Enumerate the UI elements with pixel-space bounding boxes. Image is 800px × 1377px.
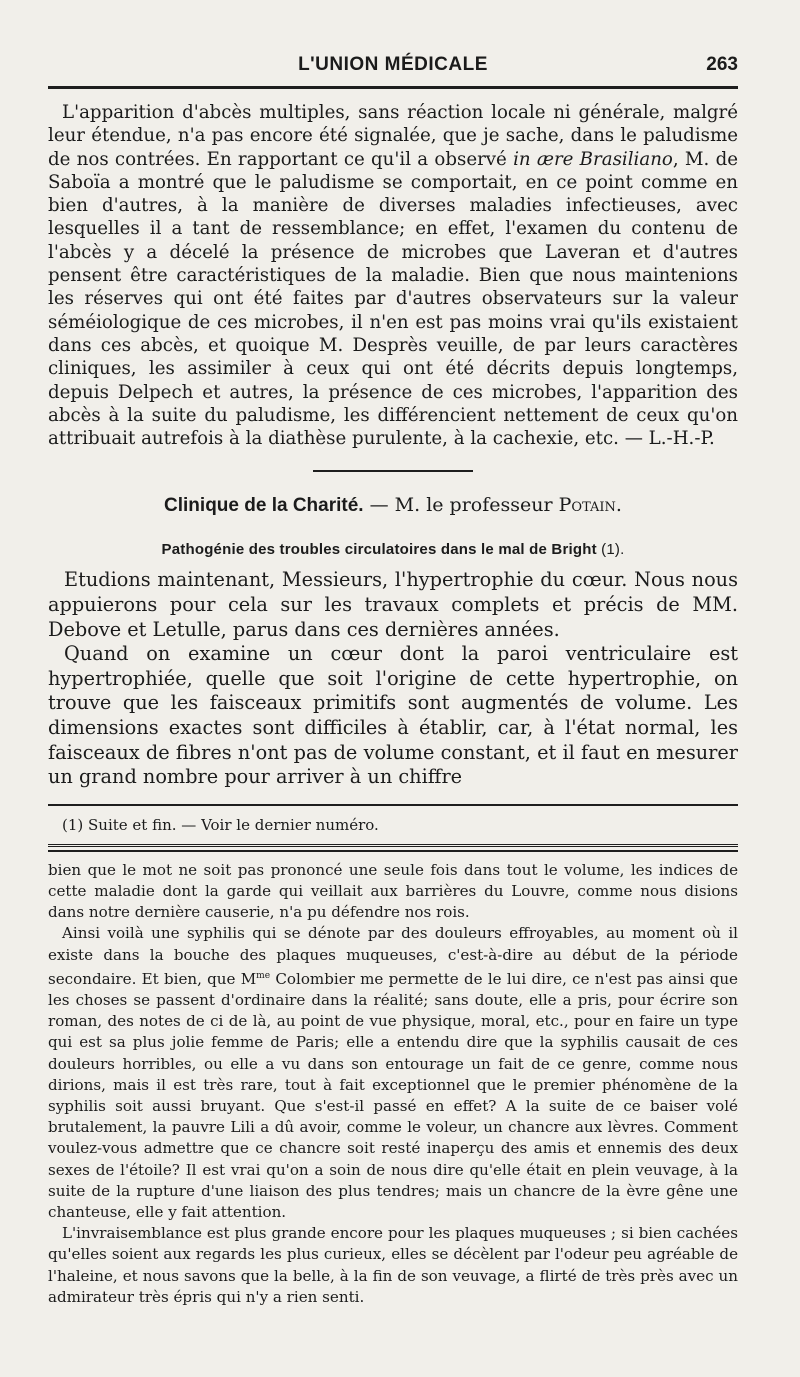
section-dash: — M. le professeur bbox=[363, 494, 559, 517]
feuilleton-p2-end: Colombier me permette de le lui dire, ce n'est pas ainsi que les choses se passent d'ordinaire dans la réalité; sans doute, elle a pris, pour écrire son roman, des notes de ci de là, au point de vue physique, moral, etc., pour en faire un type qui est sa plus jolie femme de Paris; elle a entendu dire que la syphilis causait de ces douleurs horribles, ou elle a vu dans son entourage un fait de ce genre, comme nous dirions, mais il est très rare, tout à fait exceptionnel que le premier phénomène de la syphilis soit aussi bruyant. Que s'est-il passé en effet? A la suite de ce baiser volé brutalement, la pauvre Lili a dû avoir, comme le voleur, un chancre aux lèvres. Comment voulez-vous admettre que ce chancre soit resté inaperçu des amis et ennemis des deux sexes de l'étoile? Il est vrai qu'on a soin de nous dire qu'elle était en plein veuvage, à la suite de la rupture d'une liaison des plus tendres; mais un chancre de la èvre gêne une chanteuse, elle y fait attention. bbox=[48, 969, 738, 1222]
lecture-body bbox=[48, 568, 738, 789]
section-divider bbox=[313, 470, 473, 472]
footnote-rule bbox=[48, 804, 738, 806]
footnote: (1) Suite et fin. — Voir le dernier numéro. bbox=[62, 815, 379, 834]
footnote-ref: (1). bbox=[601, 541, 625, 559]
latin-phrase: in ære Brasiliano bbox=[513, 148, 673, 170]
feuilleton bbox=[48, 860, 738, 1308]
professor-name: Potain. bbox=[558, 494, 622, 517]
section-heading bbox=[48, 494, 738, 517]
lead-text-end: , M. de Saboïa a montré que le paludisme se comportait, en ce point comme en bien d'autres, à la manière de diverses maladies infectieuses, avec lesquelles il a tant de ressemblance; en effet, l'examen du contenu de l'abcès y a décelé la présence de microbes que Laveran et d'autres pensent être caractéristiques de la maladie. Bien que nous maintenions les réserves qui ont été faites par d'autres observateurs sur la valeur séméiologique de ces microbes, il n'en est pas moins vrai qu'ils existaient dans ces abcès, et quoique M. Desprès veuille, de par leurs caractères cliniques, les assimiler à ceux qui ont été décrits depuis longtemps, depuis Delpech et autres, la présence de ces microbes, l'apparition des abcès à la suite du paludisme, les différencient nettement de ceux qu'on attribuait autrefois à la diathèse purulente, à la cachexie, etc. — L.-H.-P. bbox=[48, 148, 739, 450]
body-paragraph-2: Quand on examine un cœur dont la paroi ventriculaire est hypertrophiée, quelle que soit l'origine de cette hypertrophie, on trouve que les faisceaux primitifs sont augmentés de volume. Les dimensions exactes sont difficiles à établir, car, à l'état normal, les faisceaux de fibres n'ont pas de volume constant, et il faut en mesurer un grand nombre pour arriver à un chiffre bbox=[48, 642, 738, 789]
lead-text-start: L'apparition d'abcès multiples, sans réaction locale ni générale, malgré leur étendue, n'a pas encore été signalée, que je sache, dans le paludisme de nos contrées. En rapportant ce qu'il a observé bbox=[48, 102, 738, 170]
feuilleton-p2-start: Ainsi voilà une syphilis qui se dénote par des douleurs effroyables, au moment où il existe dans la bouche des plaques muqueuses, c'est-à-dire au début de la période secondaire. Et bien, que M bbox=[48, 924, 738, 988]
clinic-name: Clinique de la Charité. bbox=[164, 495, 364, 517]
feuilleton-paragraph-3: L'invraisemblance est plus grande encore pour les plaques muqueuses ; si bien cachées qu'elles soient aux regards les plus curieux, elles se décèlent par l'odeur peu agréable de l'haleine, et nous savons que la belle, à la fin de son veuvage, a flirté de très près avec un admirateur très épris qui n'y a rien senti. bbox=[48, 1224, 738, 1306]
feuilleton-paragraph-1: bien que le mot ne soit pas prononcé une seule fois dans tout le volume, les indices de cette maladie dont la garde qui veillait aux barrières du Louvre, comme nous disions dans notre dernière causerie, n'a pu défendre nos rois. bbox=[48, 860, 738, 922]
title-abbreviation: me bbox=[256, 970, 271, 981]
running-head bbox=[48, 50, 738, 89]
journal-title: L'UNION MÉDICALE bbox=[298, 54, 488, 75]
feuilleton-paragraph-2 bbox=[48, 923, 738, 1223]
lead-paragraph bbox=[48, 101, 738, 450]
lecture-title bbox=[48, 541, 738, 558]
page-number: 263 bbox=[706, 54, 738, 75]
body-paragraph-1: Etudions maintenant, Messieurs, l'hypertrophie du cœur. Nous nous appuierons pour cela sur les travaux complets et précis de MM. Debove et Letulle, parus dans ces dernières années. bbox=[48, 568, 738, 641]
feuilleton-rule bbox=[48, 844, 738, 852]
lecture-title-text: Pathogénie des troubles circulatoires dans le mal de Bright bbox=[161, 541, 597, 559]
